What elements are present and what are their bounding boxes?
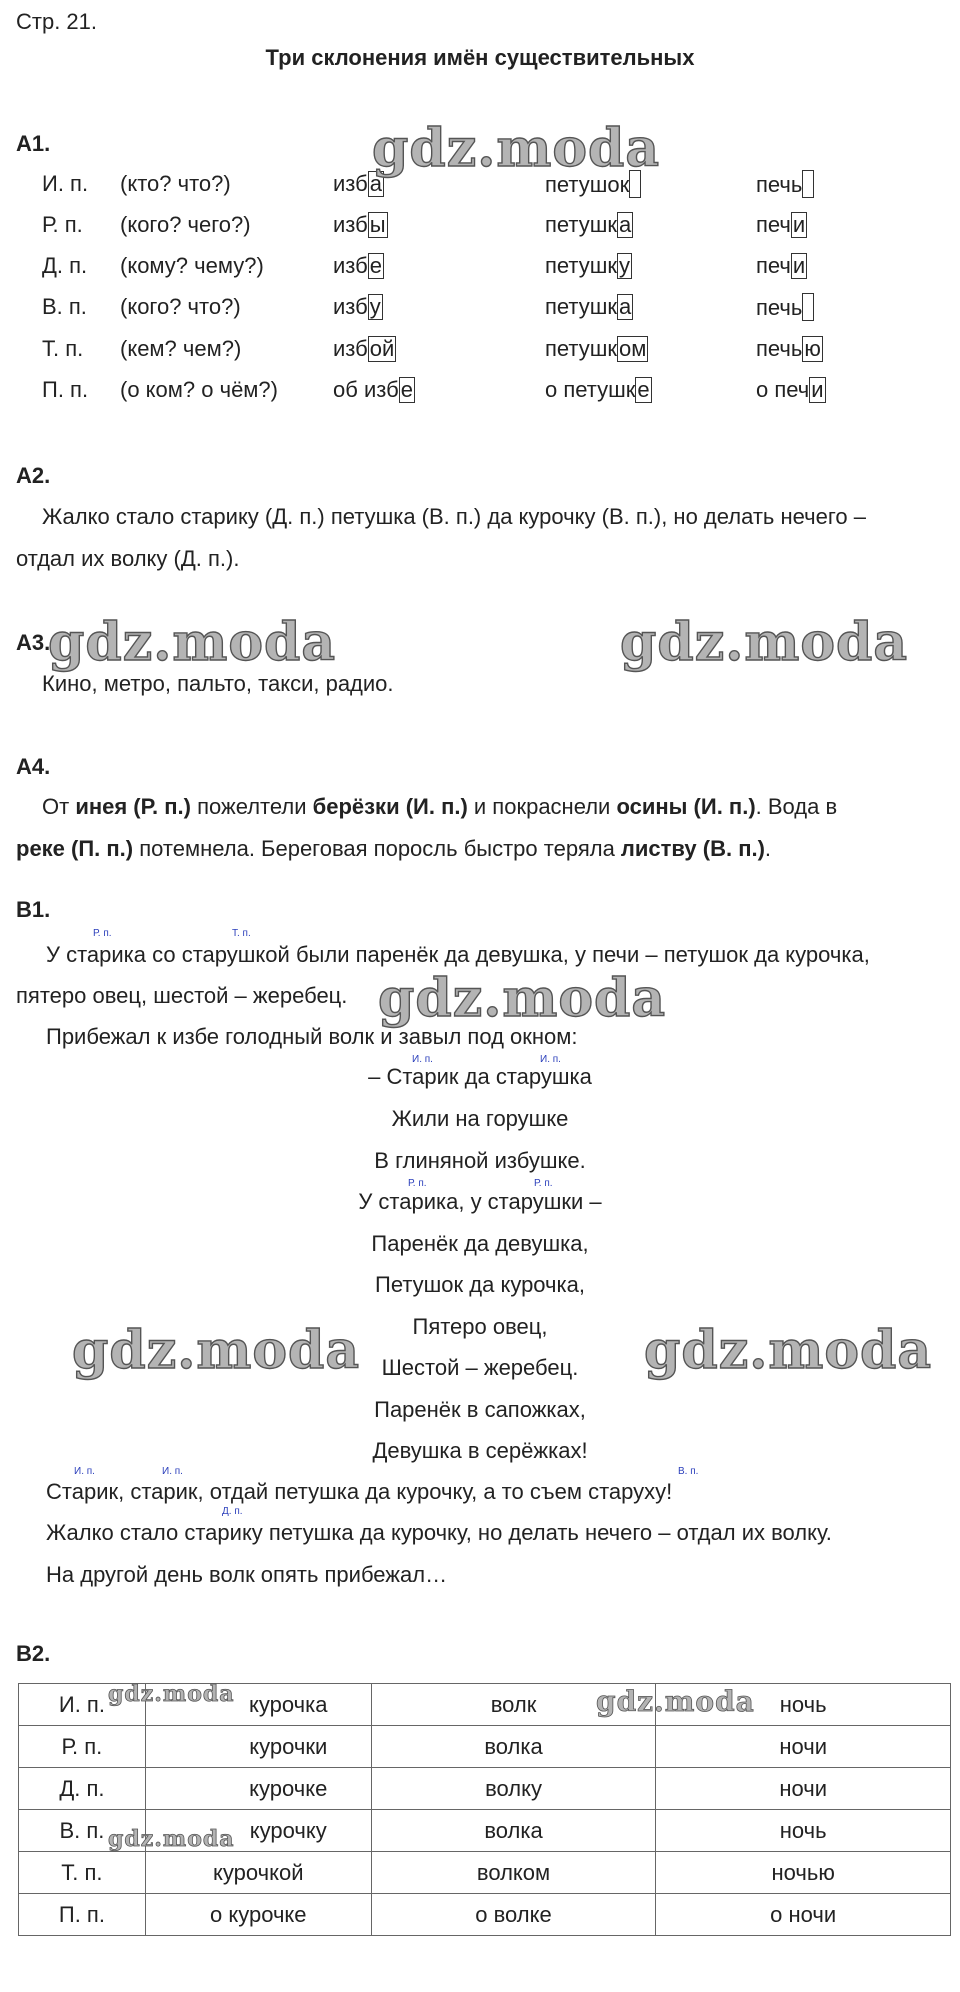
a4-label: А4. <box>16 754 51 779</box>
watermark: gdz.moda <box>108 1826 235 1852</box>
poem-line: Петушок да курочка, <box>375 1272 585 1297</box>
a4-line2: реке (П. п.) потемнела. Береговая поросль быстро теряла листву (В. п.). <box>16 836 772 861</box>
word-ending-box: и <box>792 212 806 237</box>
word-stem: печь <box>756 172 803 197</box>
watermark: gdz.moda <box>378 968 667 1029</box>
case-cell: П. п. <box>19 1894 146 1936</box>
case-cell: Т. п. <box>19 1852 146 1894</box>
watermark: gdz.moda <box>644 1320 933 1381</box>
declined-word <box>333 293 383 321</box>
case-question: (кто? что?) <box>120 171 231 196</box>
word-stem: печ <box>756 253 791 278</box>
watermark: gdz.moda <box>72 1320 361 1381</box>
case-label: П. п. <box>42 377 89 402</box>
word-stem: изб <box>333 171 368 196</box>
word-cell: ночь <box>656 1810 951 1852</box>
b1-paragraph-3: Прибежал к избе голодный волк и завыл под окном: <box>46 1024 578 1049</box>
poem-line: В глиняной избушке. <box>374 1148 586 1173</box>
b1-paragraph-6: На другой день волк опять прибежал… <box>46 1562 448 1587</box>
word-cell: о волке <box>371 1894 656 1936</box>
poem-line: – Старик да старушка <box>368 1064 592 1089</box>
declined-word <box>756 335 823 363</box>
poem-line: Девушка в серёжках! <box>372 1438 588 1463</box>
word-stem: петушк <box>545 253 618 278</box>
word-cell: курочкой <box>145 1852 371 1894</box>
word-cell: курочка <box>145 1684 371 1726</box>
word-cell: о курочке <box>145 1894 371 1936</box>
watermark: gdz.moda <box>372 118 661 179</box>
watermark: gdz.moda <box>48 612 337 673</box>
word-cell: курочку <box>145 1810 371 1852</box>
word-cell: волком <box>371 1852 656 1894</box>
b1-label: В1. <box>16 897 51 922</box>
case-cell: И. п. <box>19 1684 146 1726</box>
b1-paragraph-5: Жалко стало старику петушка да курочку, но делать нечего – отдал их волку. <box>46 1520 832 1545</box>
word-stem: петушк <box>545 212 618 237</box>
a1-label: А1. <box>16 131 51 156</box>
case-annotation: Р. п. <box>534 1178 553 1189</box>
page-number: Стр. 21. <box>16 9 98 34</box>
declined-word <box>545 293 633 321</box>
case-annotation: И. п. <box>540 1054 561 1065</box>
case-question: (кому? чему?) <box>120 253 264 278</box>
a3-label: А3. <box>16 630 51 655</box>
case-cell: Р. п. <box>19 1726 146 1768</box>
a3-text: Кино, метро, пальто, такси, радио. <box>42 671 394 696</box>
declined-word <box>333 376 415 404</box>
a4-line1: От инея (Р. п.) пожелтели берёзки (И. п.) и покраснели осины (И. п.). Вода в <box>42 794 838 819</box>
case-annotation: И. п. <box>412 1054 433 1065</box>
word-ending-box: е <box>637 377 650 402</box>
word-ending-box: ой <box>369 336 395 361</box>
word-stem: петушк <box>545 294 618 319</box>
case-label: Т. п. <box>42 336 84 361</box>
a2-line1: Жалко стало старику (Д. п.) петушка (В. п.) да курочку (В. п.), но делать нечего – <box>42 504 866 529</box>
word-ending-box: а <box>619 294 632 319</box>
word-ending-box: а <box>369 171 382 196</box>
b1-paragraph-1: У старика со старушкой были паренёк да девушка, у печи – петушок да курочка, <box>46 942 870 967</box>
declined-word <box>756 376 826 404</box>
word-cell: волка <box>371 1810 656 1852</box>
table-row <box>19 1852 951 1894</box>
case-annotation: Р. п. <box>93 928 112 939</box>
a2-text <box>16 496 951 580</box>
case-annotation: Р. п. <box>408 1178 427 1189</box>
word-cell: волку <box>371 1768 656 1810</box>
word-stem: изб <box>333 253 368 278</box>
case-question: (кого? чего?) <box>120 212 251 237</box>
word-ending-box: и <box>792 253 806 278</box>
word-stem: изб <box>333 212 368 237</box>
poem-line: У старика, у старушки – <box>358 1189 602 1214</box>
poem-line: Паренёк да девушка, <box>371 1231 589 1256</box>
case-annotation: И. п. <box>162 1466 183 1477</box>
word-ending-box: е <box>369 253 382 278</box>
watermark: gdz.moda <box>620 612 909 673</box>
table-row <box>19 1768 951 1810</box>
word-ending-box: у <box>619 253 631 278</box>
declined-word <box>545 211 633 239</box>
page-title: Три склонения имён существительных <box>265 45 695 70</box>
word-stem: о печ <box>756 377 810 402</box>
case-label: И. п. <box>42 171 89 196</box>
word-ending-box <box>802 293 814 321</box>
declension-table <box>18 1683 951 1936</box>
declined-word <box>756 293 814 322</box>
word-cell: волка <box>371 1726 656 1768</box>
word-stem: об изб <box>333 377 399 402</box>
a2-label: А2. <box>16 463 51 488</box>
word-cell: ночью <box>656 1852 951 1894</box>
case-annotation: В. п. <box>678 1466 699 1477</box>
case-annotation: Т. п. <box>232 928 251 939</box>
word-stem: о петушк <box>545 377 636 402</box>
word-stem: изб <box>333 336 368 361</box>
word-ending-box: у <box>369 294 381 319</box>
word-ending-box: е <box>400 377 413 402</box>
poem-line: Пятеро овец, <box>412 1314 548 1339</box>
watermark: gdz.moda <box>108 1681 235 1707</box>
word-ending-box: и <box>811 377 824 402</box>
word-ending-box: ю <box>804 336 821 361</box>
table-row <box>19 1726 951 1768</box>
case-label: В. п. <box>42 294 87 319</box>
declined-word <box>333 335 396 363</box>
word-cell: курочки <box>145 1726 371 1768</box>
word-cell: ночи <box>656 1768 951 1810</box>
case-question: (о ком? о чём?) <box>120 377 278 402</box>
b1-paragraph-4: Старик, старик, отдай петушка да курочку, а то съем старуху! <box>46 1479 673 1504</box>
word-cell: ночи <box>656 1726 951 1768</box>
case-question: (кем? чем?) <box>120 336 242 361</box>
word-cell: волк <box>371 1684 656 1726</box>
word-stem: печь <box>756 336 803 361</box>
declined-word <box>545 376 652 404</box>
a2-line2: отдал их волку (Д. п.). <box>16 546 240 571</box>
declined-word <box>756 211 807 239</box>
b1-paragraph-2: пятеро овец, шестой – жеребец. <box>16 983 348 1008</box>
declined-word <box>756 252 807 280</box>
table-row <box>19 1894 951 1936</box>
word-cell: курочке <box>145 1768 371 1810</box>
poem-line: Шестой – жеребец. <box>381 1355 579 1380</box>
declined-word <box>545 335 648 363</box>
word-stem: петушок <box>545 172 630 197</box>
case-label: Д. п. <box>42 253 88 278</box>
declined-word <box>333 211 388 239</box>
poem-line: Жили на горушке <box>391 1106 569 1131</box>
word-ending-box: а <box>619 212 632 237</box>
case-question: (кого? что?) <box>120 294 241 319</box>
case-cell: В. п. <box>19 1810 146 1852</box>
declined-word <box>333 252 384 280</box>
case-cell: Д. п. <box>19 1768 146 1810</box>
case-label: Р. п. <box>42 212 83 237</box>
watermark: gdz.moda <box>596 1685 755 1718</box>
word-stem: печ <box>756 212 791 237</box>
poem-line: Паренёк в сапожках, <box>374 1397 586 1422</box>
b2-label: В2. <box>16 1641 51 1666</box>
word-stem: изб <box>333 294 368 319</box>
declined-word <box>756 170 814 199</box>
case-annotation: И. п. <box>74 1466 95 1477</box>
word-ending-box: ы <box>369 212 386 237</box>
word-ending-box: ом <box>619 336 647 361</box>
declined-word <box>545 252 632 280</box>
word-stem: петушк <box>545 336 618 361</box>
a4-text <box>16 786 951 870</box>
case-annotation: Д. п. <box>222 1506 243 1517</box>
word-cell: о ночи <box>656 1894 951 1936</box>
word-stem: печь <box>756 295 803 320</box>
word-ending-box <box>802 170 814 198</box>
word-cell: ночь <box>656 1684 951 1726</box>
